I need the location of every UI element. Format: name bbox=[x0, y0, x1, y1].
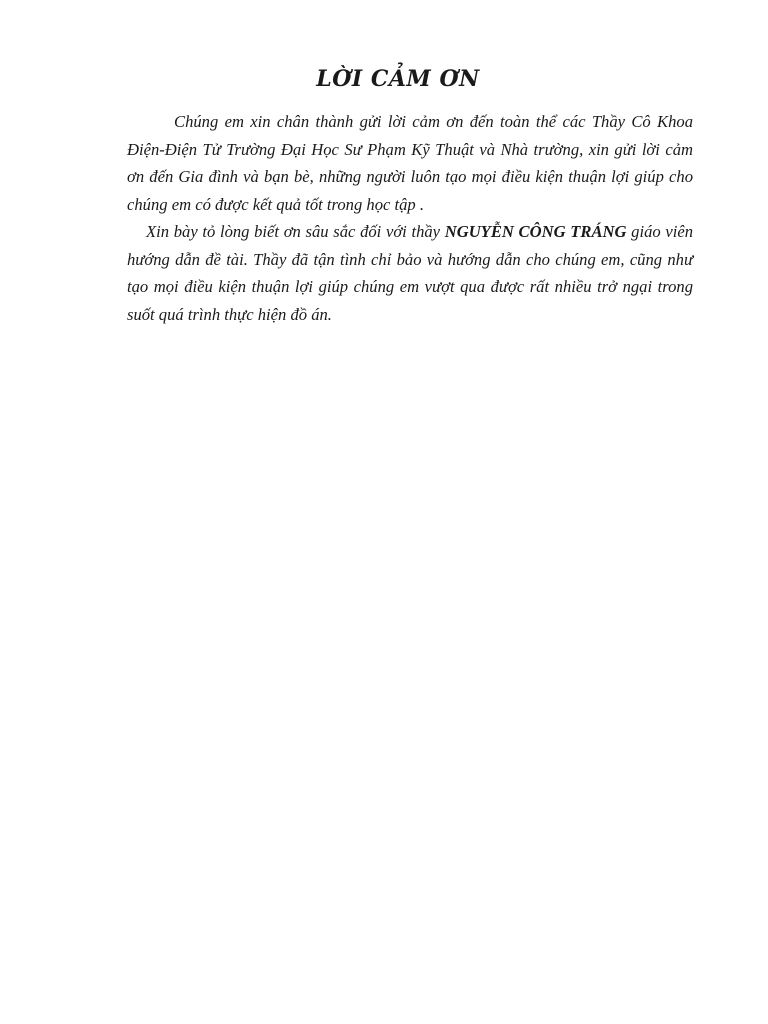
document-body bbox=[127, 108, 693, 328]
paragraph-acknowledgement-intro: Chúng em xin chân thành gửi lời cảm ơn đến toàn thể các Thầy Cô Khoa Điện-Điện Tử Trường Đại Học Sư Phạm Kỹ Thuật và Nhà trường, xin gửi lời cảm ơn đến Gia đình và bạn bè, những người luôn tạo mọi điều kiện thuận lợi giúp cho chúng em có được kết quả tốt trong học tập . bbox=[127, 112, 693, 214]
paragraph-text-after-name: giáo viên hướng dẫn đề tài. Thầy đã tận tình chỉ bảo và hướng dẫn cho chúng em, cũng như tạo mọi điều kiện thuận lợi giúp chúng em vượt qua được rất nhiều trở ngại trong suốt quá trình thực hiện đồ án. bbox=[127, 222, 694, 324]
page-title: LỜI CẢM ƠN bbox=[316, 66, 480, 92]
paragraph-acknowledgement-advisor bbox=[127, 218, 693, 328]
paragraph-text-before-name: Xin bày tỏ lòng biết ơn sâu sắc đối với thầy bbox=[146, 222, 445, 241]
advisor-name: NGUYỄN CÔNG TRÁNG bbox=[444, 222, 627, 241]
